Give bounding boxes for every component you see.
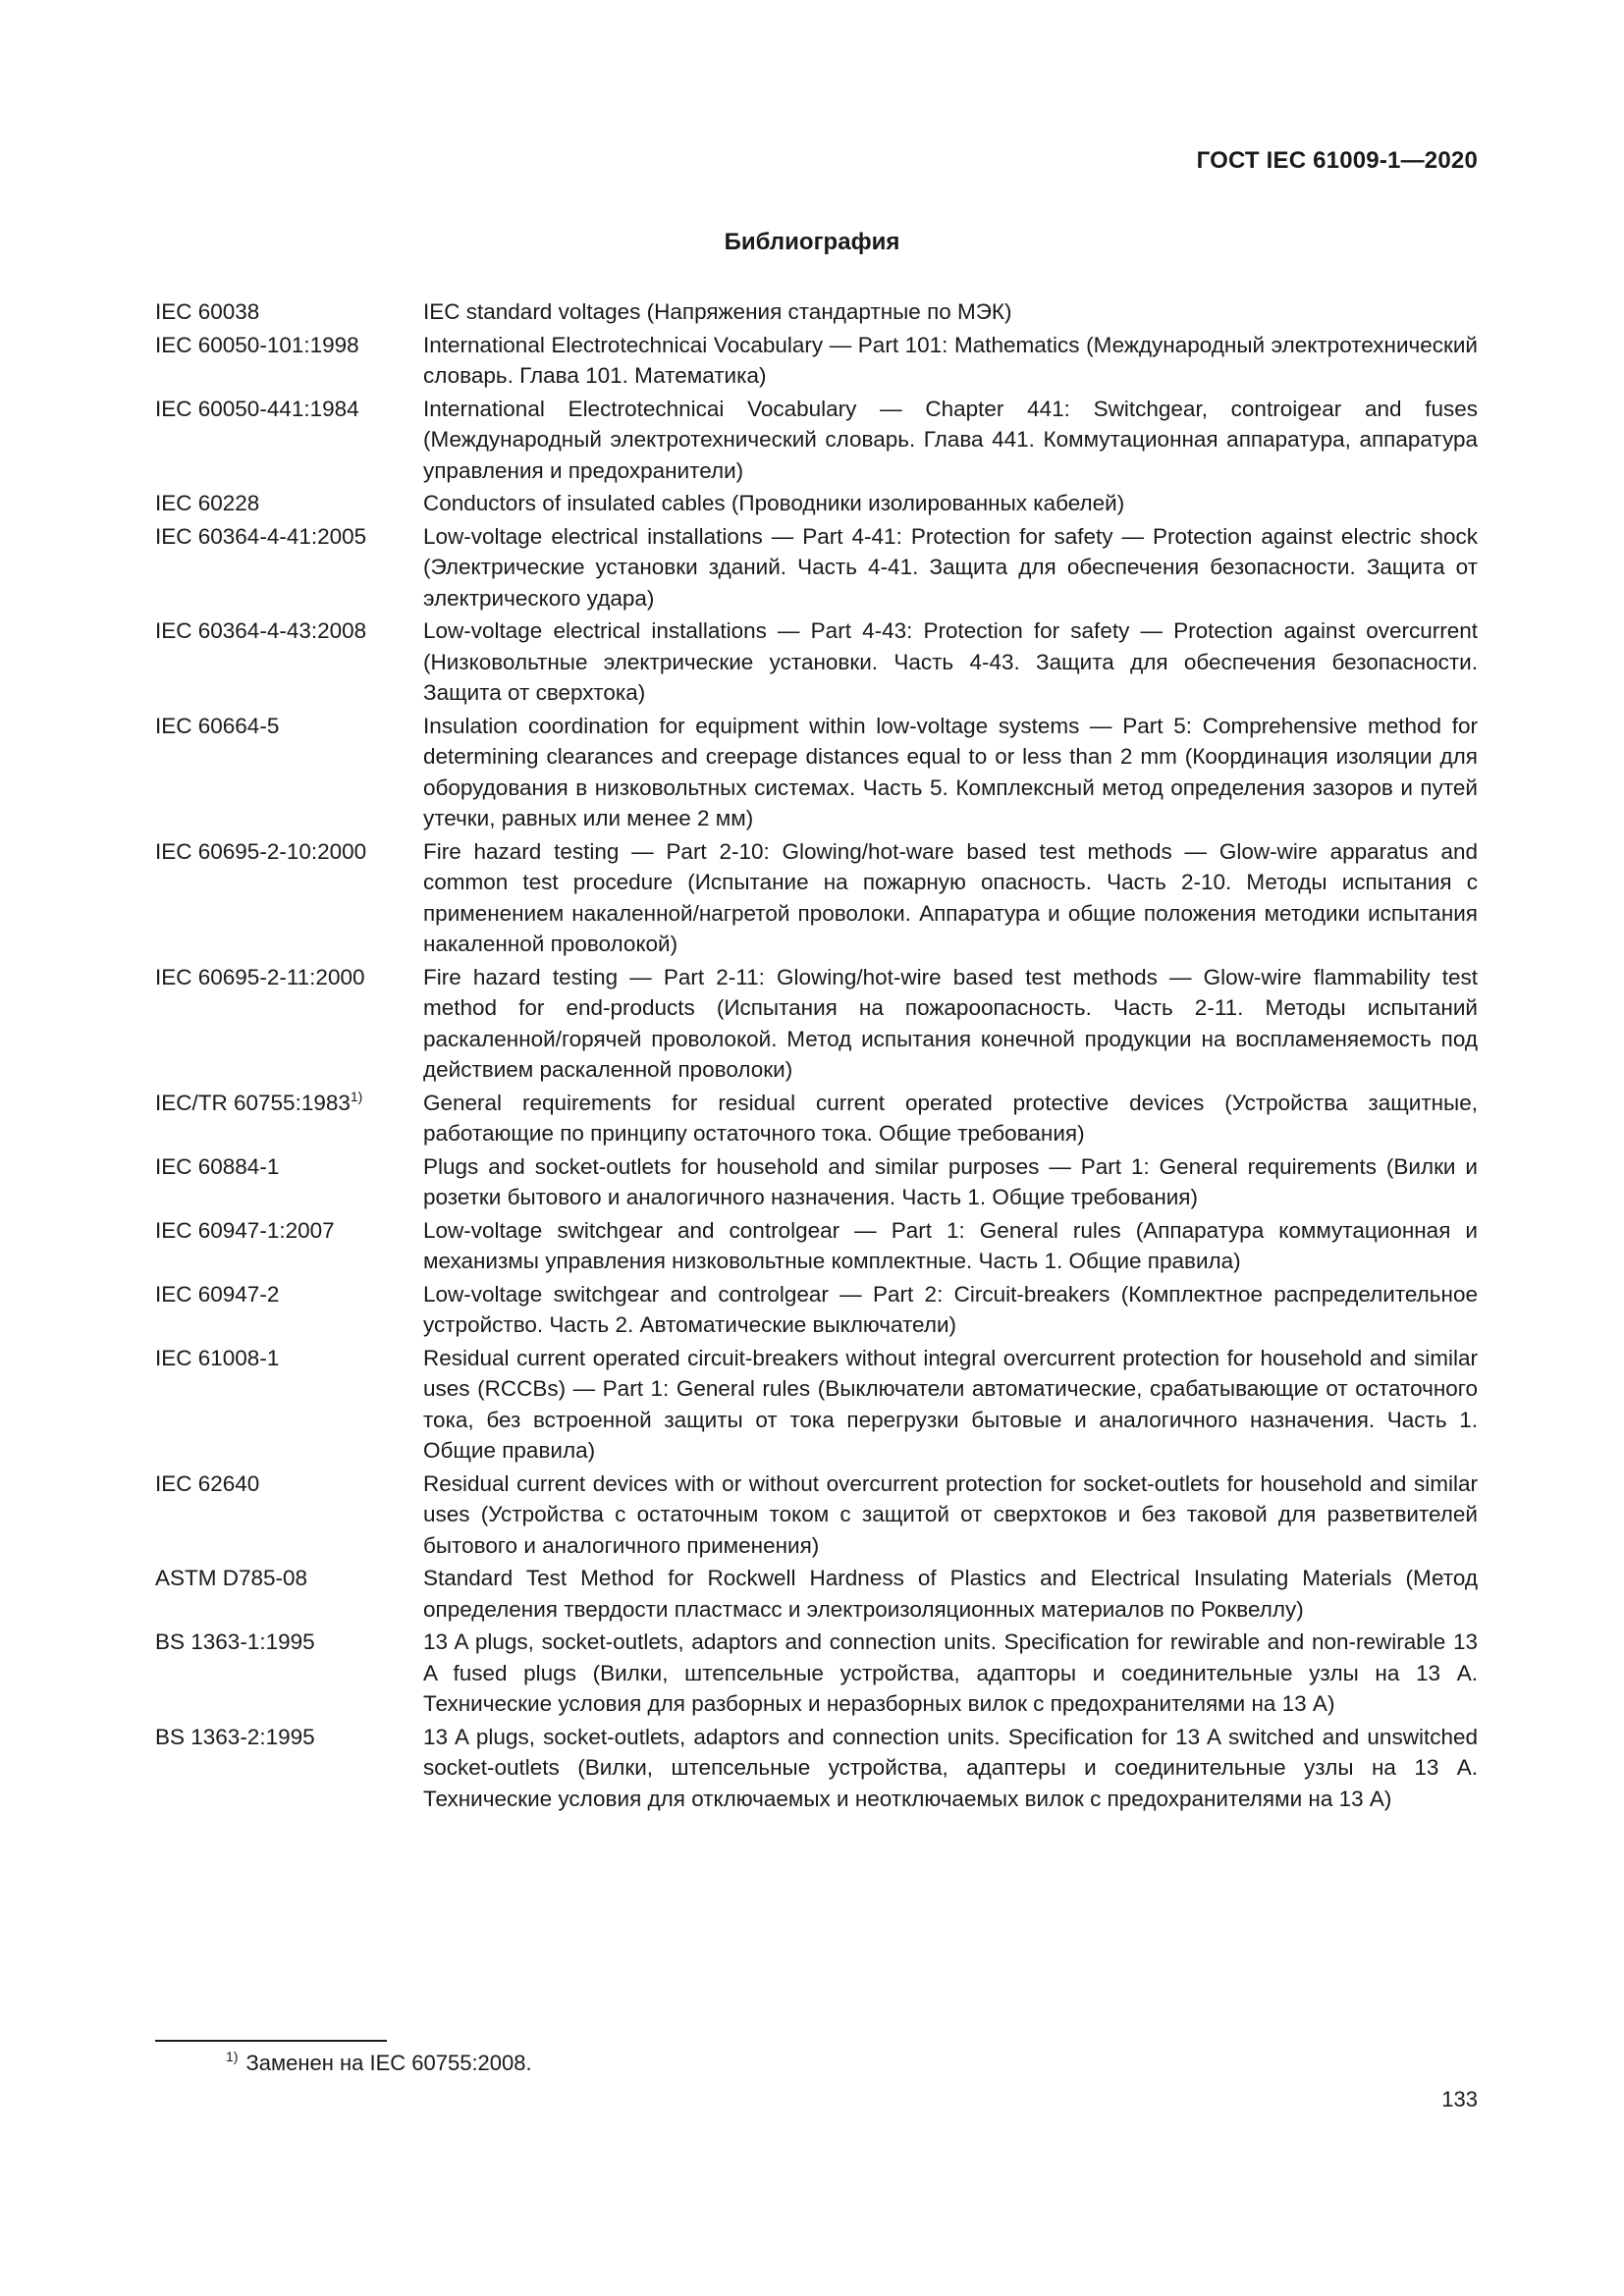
footnote-divider	[155, 2040, 387, 2042]
bibliography-entry	[155, 1343, 1478, 1467]
footnote-text: Заменен на IEC 60755:2008.	[245, 2051, 532, 2075]
reference-description: Plugs and socket-outlets for household and similar purposes — Part 1: General requirements (Вилки и розетки бытового и аналогичного назначения. Часть 1. Общие требования)	[423, 1153, 1478, 1209]
bibliography-entry	[155, 962, 1478, 1086]
bibliography-entry	[155, 488, 1478, 519]
bibliography-entry	[155, 1468, 1478, 1562]
reference-code	[155, 1088, 423, 1149]
reference-code: IEC 60228	[155, 491, 260, 515]
reference-description: 13 A plugs, socket-outlets, adaptors and connection units. Specification for rewirable and non-rewirable 13 A fused plugs (Вилки, штепсельные устройства, адапторы и соединительные узлы на 13 А. Технические условия для разборных и неразборных вилок с предохранителями на 13 А)	[423, 1629, 1478, 1716]
reference-code-text: IEC/TR 60755:1983	[155, 1090, 351, 1115]
reference-description: Conductors of insulated cables (Проводники изолированных кабелей)	[423, 491, 1125, 515]
reference-description: 13 A plugs, socket-outlets, adaptors and connection units. Specification for 13 A switched and unswitched socket-outlets (Вилки, штепсельные устройства, адаптеры и соединительные узлы на 13 А. Технические условия для отключаемых и неотключаемых вилок с предохранителями на 13 А)	[423, 1724, 1478, 1811]
reference-code: ASTM D785-08	[155, 1566, 308, 1590]
bibliography-entry	[155, 615, 1478, 709]
reference-description: Fire hazard testing — Part 2-10: Glowing/hot-ware based test methods — Glow-wire apparatus and common test procedure (Испытание на пожарную опасность. Часть 2-10. Методы испытания с применением накаленной/нагретой проволоки. Аппаратура и общие положения методики испытания накаленной проволокой)	[423, 838, 1478, 956]
bibliography-entry	[155, 711, 1478, 834]
reference-code: IEC 60364-4-43:2008	[155, 618, 367, 643]
bibliography-list	[155, 296, 1478, 1816]
reference-description: Low-voltage electrical installations — Part 4-41: Protection for safety — Protection against electric shock (Электрические установки зданий. Часть 4-41. Защита для обеспечения безопасности. Защита от электрического удара)	[423, 523, 1478, 611]
bibliography-entry	[155, 330, 1478, 392]
reference-description: Low-voltage electrical installations — Part 4-43: Protection for safety — Protection against overcurrent (Низковольтные электрические установки. Часть 4-43. Защита для обеспечения безопасности. Защита от сверхтока)	[423, 618, 1478, 705]
reference-code: IEC 62640	[155, 1470, 260, 1496]
reference-code: IEC 60038	[155, 299, 260, 324]
bibliography-entry	[155, 836, 1478, 960]
reference-description: Fire hazard testing — Part 2-11: Glowing/hot-wire based test methods — Glow-wire flammability test method for end-products (Испытания на пожароопасность. Часть 2-11. Методы испытаний раскаленной/горячей проволокой. Метод испытания конечной продукции на воспламеняемость под действием раскаленной проволоки)	[423, 964, 1478, 1082]
reference-description: Low-voltage switchgear and controlgear — Part 1: General rules (Аппаратура коммутационная и механизмы управления низковольтные комплектные. Часть 1. Общие правила)	[423, 1217, 1478, 1273]
page-number: 133	[1441, 2087, 1478, 2111]
reference-code: IEC 60364-4-41:2005	[155, 523, 367, 549]
bibliography-entry	[155, 1627, 1478, 1720]
bibliography-entry	[155, 1279, 1478, 1341]
reference-code: BS 1363-2:1995	[155, 1724, 315, 1749]
reference-description: International Electrotechnicai Vocabulary — Part 101: Mathematics (Международный электротехнический словарь. Глава 101. Математика)	[423, 332, 1478, 388]
reference-description: Low-voltage switchgear and controlgear — Part 2: Circuit-breakers (Комплектное распределительное устройство. Часть 2. Автоматические выключатели)	[423, 1281, 1478, 1337]
bibliography-entry	[155, 1088, 1478, 1149]
reference-description: International Electrotechnicai Vocabulary — Chapter 441: Switchgear, controigear and fuses (Международный электротехнический словарь. Глава 441. Коммутационная аппаратура, аппаратура управления и предохранители)	[423, 396, 1478, 483]
reference-code: IEC 60884-1	[155, 1153, 280, 1179]
bibliography-entry	[155, 296, 1478, 328]
reference-code: IEC 60947-2	[155, 1281, 280, 1307]
reference-description: General requirements for residual current operated protective devices (Устройства защитные, работающие по принципу остаточного тока. Общие требования)	[423, 1090, 1478, 1146]
reference-description: Residual current devices with or without overcurrent protection for socket-outlets for household and similar uses (Устройства с остаточным током с защитой от сверхтоков и без таковой для разветвителей бытового и аналогичного применения)	[423, 1470, 1478, 1558]
reference-description: Residual current operated circuit-breakers without integral overcurrent protection for household and similar uses (RCCBs) — Part 1: General rules (Выключатели автоматические, срабатывающие от остаточного тока, без встроенной защиты от тока перегрузки бытовые и аналогичного назначения. Часть 1. Общие правила)	[423, 1345, 1478, 1463]
footnote-marker: 1)	[350, 1088, 363, 1104]
bibliography-entry	[155, 1722, 1478, 1815]
bibliography-entry	[155, 1151, 1478, 1213]
bibliography-entry	[155, 1215, 1478, 1277]
reference-code: IEC 61008-1	[155, 1345, 280, 1370]
bibliography-entry	[155, 1563, 1478, 1625]
reference-code: IEC 60695-2-10:2000	[155, 838, 367, 864]
reference-code: IEC 60050-101:1998	[155, 332, 359, 357]
reference-code: IEC 60050-441:1984	[155, 396, 359, 421]
reference-code: IEC 60664-5	[155, 713, 280, 738]
page-title: Библиография	[724, 229, 900, 255]
footnote	[226, 2049, 532, 2078]
footnote-marker: 1)	[226, 2049, 239, 2064]
reference-description: Standard Test Method for Rockwell Hardness of Plastics and Electrical Insulating Materials (Метод определения твердости пластмасс и электроизоляционных материалов по Роквеллу)	[423, 1566, 1478, 1622]
reference-code: BS 1363-1:1995	[155, 1629, 315, 1654]
document-header: ГОСТ IEC 61009-1—2020	[1196, 147, 1478, 174]
reference-description: Insulation coordination for equipment within low-voltage systems — Part 5: Comprehensive method for determining clearances and creepage distances equal to or less than 2 mm (Координация изоляции для оборудования в низковольтных системах. Часть 5. Комплексный метод определения зазоров и путей утечки, равных или менее 2 мм)	[423, 713, 1478, 830]
reference-code: IEC 60695-2-11:2000	[155, 964, 365, 989]
bibliography-entry	[155, 394, 1478, 487]
reference-code: IEC 60947-1:2007	[155, 1217, 335, 1243]
bibliography-entry	[155, 521, 1478, 614]
reference-description: IEC standard voltages (Напряжения стандартные по МЭК)	[423, 299, 1012, 324]
